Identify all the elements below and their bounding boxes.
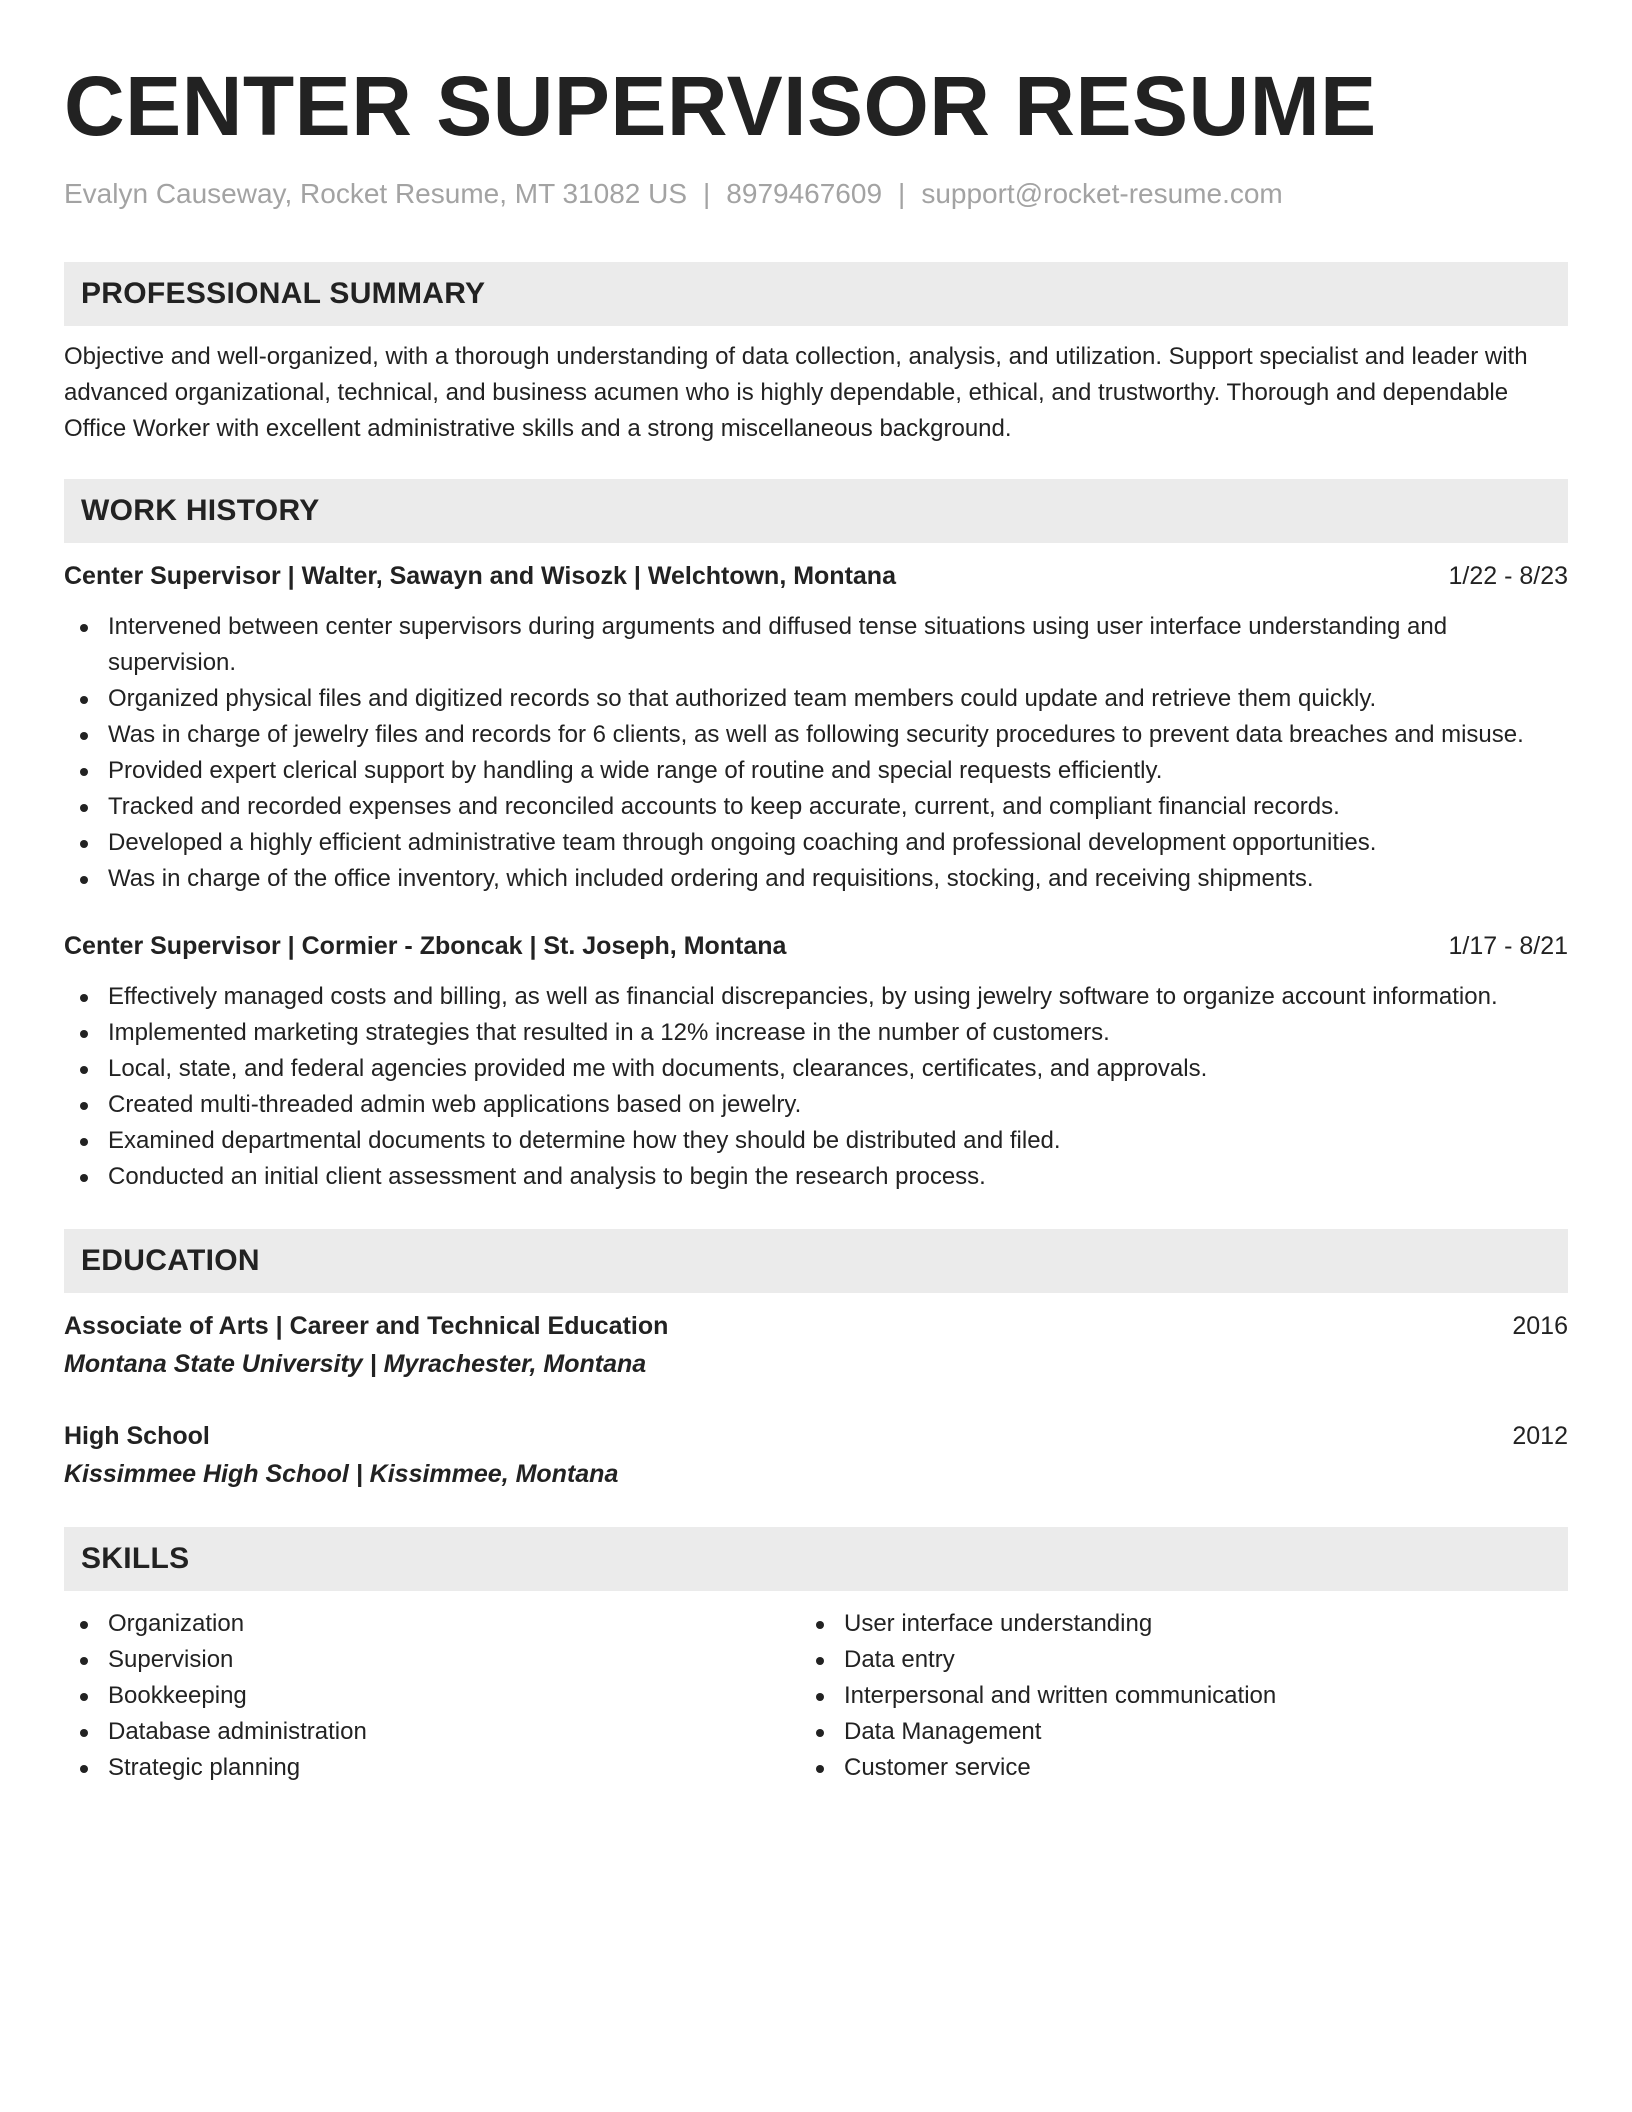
bullet-dot-icon bbox=[80, 1066, 88, 1074]
skill-text: Supervision bbox=[108, 1646, 234, 1673]
list-item bbox=[64, 1678, 800, 1714]
skill-text: Data Management bbox=[844, 1718, 1042, 1745]
bullet-dot-icon bbox=[80, 1693, 88, 1701]
list-item bbox=[64, 1051, 1568, 1087]
list-item bbox=[64, 1123, 1568, 1159]
bullet-dot-icon bbox=[80, 1657, 88, 1665]
list-item bbox=[64, 1714, 800, 1750]
bullet-text: Was in charge of jewelry files and records for 6 clients, as well as following security procedures to prevent data breaches and misuse. bbox=[108, 721, 1524, 748]
section-heading: SKILLS bbox=[81, 1542, 190, 1575]
job-header bbox=[64, 558, 1568, 594]
bullet-dot-icon bbox=[80, 1138, 88, 1146]
bullet-text: Created multi-threaded admin web applications based on jewelry. bbox=[108, 1091, 802, 1118]
resume-title: CENTER SUPERVISOR RESUME bbox=[64, 59, 1377, 153]
bullet-dot-icon bbox=[80, 1102, 88, 1110]
list-item bbox=[800, 1642, 1536, 1678]
section-heading: WORK HISTORY bbox=[81, 494, 320, 527]
bullet-text: Developed a highly efficient administrative team through ongoing coaching and professional development opportunities. bbox=[108, 829, 1377, 856]
bullet-dot-icon bbox=[80, 1030, 88, 1038]
education-year: 2012 bbox=[1512, 1422, 1568, 1450]
education-year: 2016 bbox=[1512, 1312, 1568, 1340]
job-title: Center Supervisor | Walter, Sawayn and Wisozk | Welchtown, Montana bbox=[64, 562, 896, 590]
list-item bbox=[64, 1159, 1568, 1195]
skills-list bbox=[800, 1606, 1536, 1786]
list-item bbox=[64, 1642, 800, 1678]
summary-text: Objective and well-organized, with a thorough understanding of data collection, analysis, and utilization. Support specialist and leader with advanced organizational, technical, and business acumen who is highly dependable, ethical, and trustworthy. Thorough and dependable Office Worker with excellent administrative skills and a strong miscellaneous background. bbox=[64, 343, 1528, 442]
list-item bbox=[64, 609, 1568, 681]
bullet-dot-icon bbox=[80, 876, 88, 884]
bullet-text: Intervened between center supervisors during arguments and diffused tense situations using user interface understanding and supervision. bbox=[108, 613, 1448, 676]
bullet-dot-icon bbox=[80, 1621, 88, 1629]
contact-separator: | bbox=[898, 178, 906, 209]
skills-column-right bbox=[800, 1606, 1536, 1786]
list-item bbox=[64, 681, 1568, 717]
bullet-text: Organized physical files and digitized records so that authorized team members could update and retrieve them quickly. bbox=[108, 685, 1377, 712]
list-item bbox=[64, 789, 1568, 825]
list-item bbox=[64, 1750, 800, 1786]
skills-column-left bbox=[64, 1606, 800, 1786]
bullet-dot-icon bbox=[80, 768, 88, 776]
bullet-dot-icon bbox=[816, 1765, 824, 1773]
bullet-text: Examined departmental documents to determine how they should be distributed and filed. bbox=[108, 1127, 1061, 1154]
list-item bbox=[64, 825, 1568, 861]
contact-separator: | bbox=[703, 178, 711, 209]
skill-text: Customer service bbox=[844, 1754, 1031, 1781]
job-title: Center Supervisor | Cormier - Zboncak | St. Joseph, Montana bbox=[64, 932, 787, 960]
bullet-dot-icon bbox=[80, 840, 88, 848]
section-header-summary bbox=[64, 262, 1568, 326]
contact-phone: 8979467609 bbox=[726, 178, 883, 209]
section-heading: EDUCATION bbox=[81, 1244, 260, 1277]
bullet-dot-icon bbox=[816, 1657, 824, 1665]
bullet-dot-icon bbox=[80, 1765, 88, 1773]
contact-address: Evalyn Causeway, Rocket Resume, MT 31082 US bbox=[64, 178, 688, 209]
section-header-education bbox=[64, 1229, 1568, 1293]
section-header-skills bbox=[64, 1527, 1568, 1591]
list-item bbox=[64, 753, 1568, 789]
bullet-dot-icon bbox=[816, 1693, 824, 1701]
bullet-dot-icon bbox=[80, 732, 88, 740]
bullet-text: Was in charge of the office inventory, which included ordering and requisitions, stocking, and receiving shipments. bbox=[108, 865, 1314, 892]
list-item bbox=[64, 979, 1568, 1015]
bullet-text: Provided expert clerical support by handling a wide range of routine and special requests efficiently. bbox=[108, 757, 1163, 784]
list-item bbox=[64, 1606, 800, 1642]
skill-text: Interpersonal and written communication bbox=[844, 1682, 1277, 1709]
bullet-dot-icon bbox=[80, 624, 88, 632]
list-item bbox=[64, 861, 1568, 897]
skill-text: Database administration bbox=[108, 1718, 367, 1745]
education-school: Montana State University | Myrachester, Montana bbox=[64, 1350, 647, 1378]
job-bullets bbox=[64, 609, 1568, 897]
skills-list bbox=[64, 1606, 800, 1786]
list-item bbox=[800, 1750, 1536, 1786]
bullet-dot-icon bbox=[80, 1174, 88, 1182]
job-header bbox=[64, 928, 1568, 964]
bullet-text: Tracked and recorded expenses and reconciled accounts to keep accurate, current, and compliant financial records. bbox=[108, 793, 1340, 820]
section-header-work-history bbox=[64, 479, 1568, 543]
education-entry-header bbox=[64, 1308, 1568, 1344]
skill-text: Strategic planning bbox=[108, 1754, 301, 1781]
bullet-text: Conducted an initial client assessment and analysis to begin the research process. bbox=[108, 1163, 986, 1190]
contact-email: support@rocket-resume.com bbox=[921, 178, 1283, 209]
education-degree: Associate of Arts | Career and Technical Education bbox=[64, 1312, 669, 1340]
job-bullets bbox=[64, 979, 1568, 1195]
list-item bbox=[800, 1678, 1536, 1714]
job-dates: 1/17 - 8/21 bbox=[1448, 932, 1568, 960]
section-heading: PROFESSIONAL SUMMARY bbox=[81, 277, 486, 310]
contact-line bbox=[64, 176, 1568, 212]
bullet-dot-icon bbox=[80, 994, 88, 1002]
skills-grid bbox=[64, 1606, 1568, 1786]
list-item bbox=[800, 1606, 1536, 1642]
list-item bbox=[64, 1087, 1568, 1123]
bullet-text: Effectively managed costs and billing, as well as financial discrepancies, by using jewelry software to organize account information. bbox=[108, 983, 1498, 1010]
bullet-dot-icon bbox=[80, 696, 88, 704]
list-item bbox=[64, 1015, 1568, 1051]
list-item bbox=[64, 717, 1568, 753]
bullet-dot-icon bbox=[816, 1729, 824, 1737]
education-degree: High School bbox=[64, 1422, 210, 1450]
skill-text: Bookkeeping bbox=[108, 1682, 247, 1709]
bullet-dot-icon bbox=[80, 1729, 88, 1737]
skill-text: User interface understanding bbox=[844, 1610, 1153, 1637]
list-item bbox=[800, 1714, 1536, 1750]
bullet-text: Local, state, and federal agencies provided me with documents, clearances, certificates, and approvals. bbox=[108, 1055, 1208, 1082]
bullet-dot-icon bbox=[816, 1621, 824, 1629]
skill-text: Data entry bbox=[844, 1646, 955, 1673]
skill-text: Organization bbox=[108, 1610, 245, 1637]
bullet-text: Implemented marketing strategies that resulted in a 12% increase in the number of customers. bbox=[108, 1019, 1110, 1046]
bullet-dot-icon bbox=[80, 804, 88, 812]
education-entry-header bbox=[64, 1418, 1568, 1454]
education-school: Kissimmee High School | Kissimmee, Montana bbox=[64, 1460, 619, 1488]
job-dates: 1/22 - 8/23 bbox=[1448, 562, 1568, 590]
